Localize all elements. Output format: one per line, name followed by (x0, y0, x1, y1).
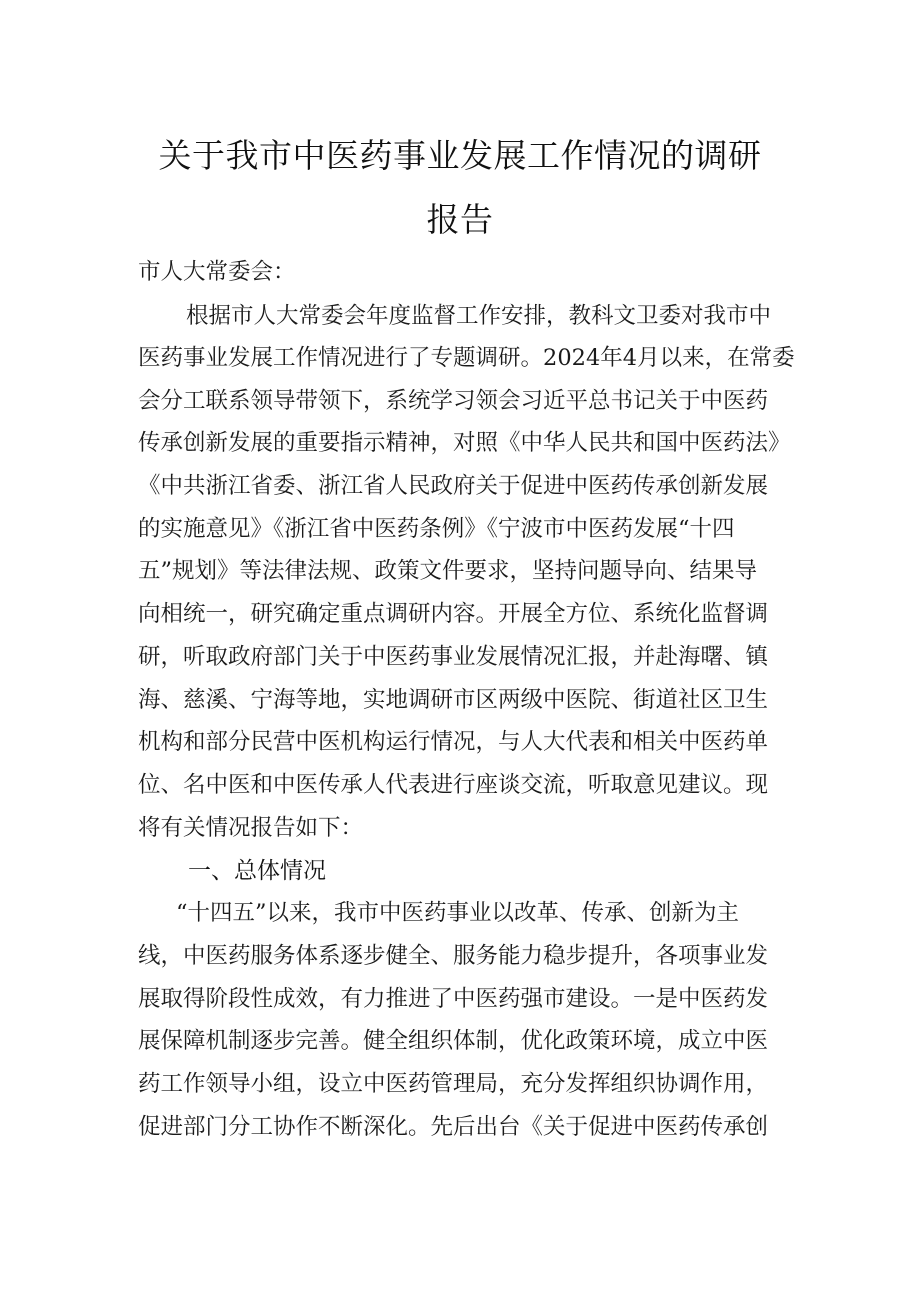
paragraph-2-line: 展保障机制逐步完善。健全组织体制，优化政策环境，成立中医 (138, 1028, 769, 1054)
paragraph-1-line: 将有关情况报告如下： (138, 815, 364, 841)
paragraph-1-line: 传承创新发展的重要指示精神，对照《中华人民共和国中医药法》 (138, 430, 791, 456)
paragraph-1-line: 向相统一，研究确定重点调研内容。开展全方位、系统化监督调 (138, 601, 769, 627)
paragraph-2-line: 展取得阶段性成效，有力推进了中医药强市建设。一是中医药发 (138, 986, 769, 1012)
paragraph-1-line: 《中共浙江省委、浙江省人民政府关于促进中医药传承创新发展 (138, 473, 769, 499)
paragraph-1-line: 的实施意见》《浙江省中医药条例》《宁波市中医药发展“十四 (138, 516, 735, 542)
paragraph-1-line: 海、慈溪、宁海等地，实地调研市区两级中医院、街道社区卫生 (138, 687, 769, 713)
paragraph-1-line: 医药事业发展工作情况进行了专题调研。2024年4月以来，在常委 (138, 345, 795, 371)
paragraph-2-line: 药工作领导小组，设立中医药管理局，充分发挥组织协调作用， (138, 1071, 769, 1097)
section-heading: 一、总体情况 (188, 858, 326, 884)
paragraph-1-line: 会分工联系领导带领下，系统学习领会习近平总书记关于中医药 (138, 388, 769, 414)
paragraph-1-line: 位、名中医和中医传承人代表进行座谈交流，听取意见建议。现 (138, 772, 769, 798)
paragraph-2-line: 线，中医药服务体系逐步健全、服务能力稳步提升，各项事业发 (138, 943, 769, 969)
paragraph-2-line: 促进部门分工协作不断深化。先后出台《关于促进中医药传承创 (138, 1114, 769, 1140)
salutation: 市人大常委会： (138, 259, 296, 285)
paragraph-1-line: 研，听取政府部门关于中医药事业发展情况汇报，并赴海曙、镇 (138, 644, 769, 670)
paragraph-2-line: “十四五”以来，我市中医药事业以改革、传承、创新为主 (176, 900, 740, 926)
paragraph-1-line: 机构和部分民营中医机构运行情况，与人大代表和相关中医药单 (138, 729, 769, 755)
document-title-line-1: 关于我市中医药事业发展工作情况的调研 (158, 136, 762, 175)
paragraph-1-line: 根据市人大常委会年度监督工作安排，教科文卫委对我市中 (186, 303, 772, 329)
paragraph-1-line: 五”规划》等法律法规、政策文件要求，坚持问题导向、结果导 (138, 558, 758, 584)
document-title-line-2: 报告 (426, 200, 494, 239)
